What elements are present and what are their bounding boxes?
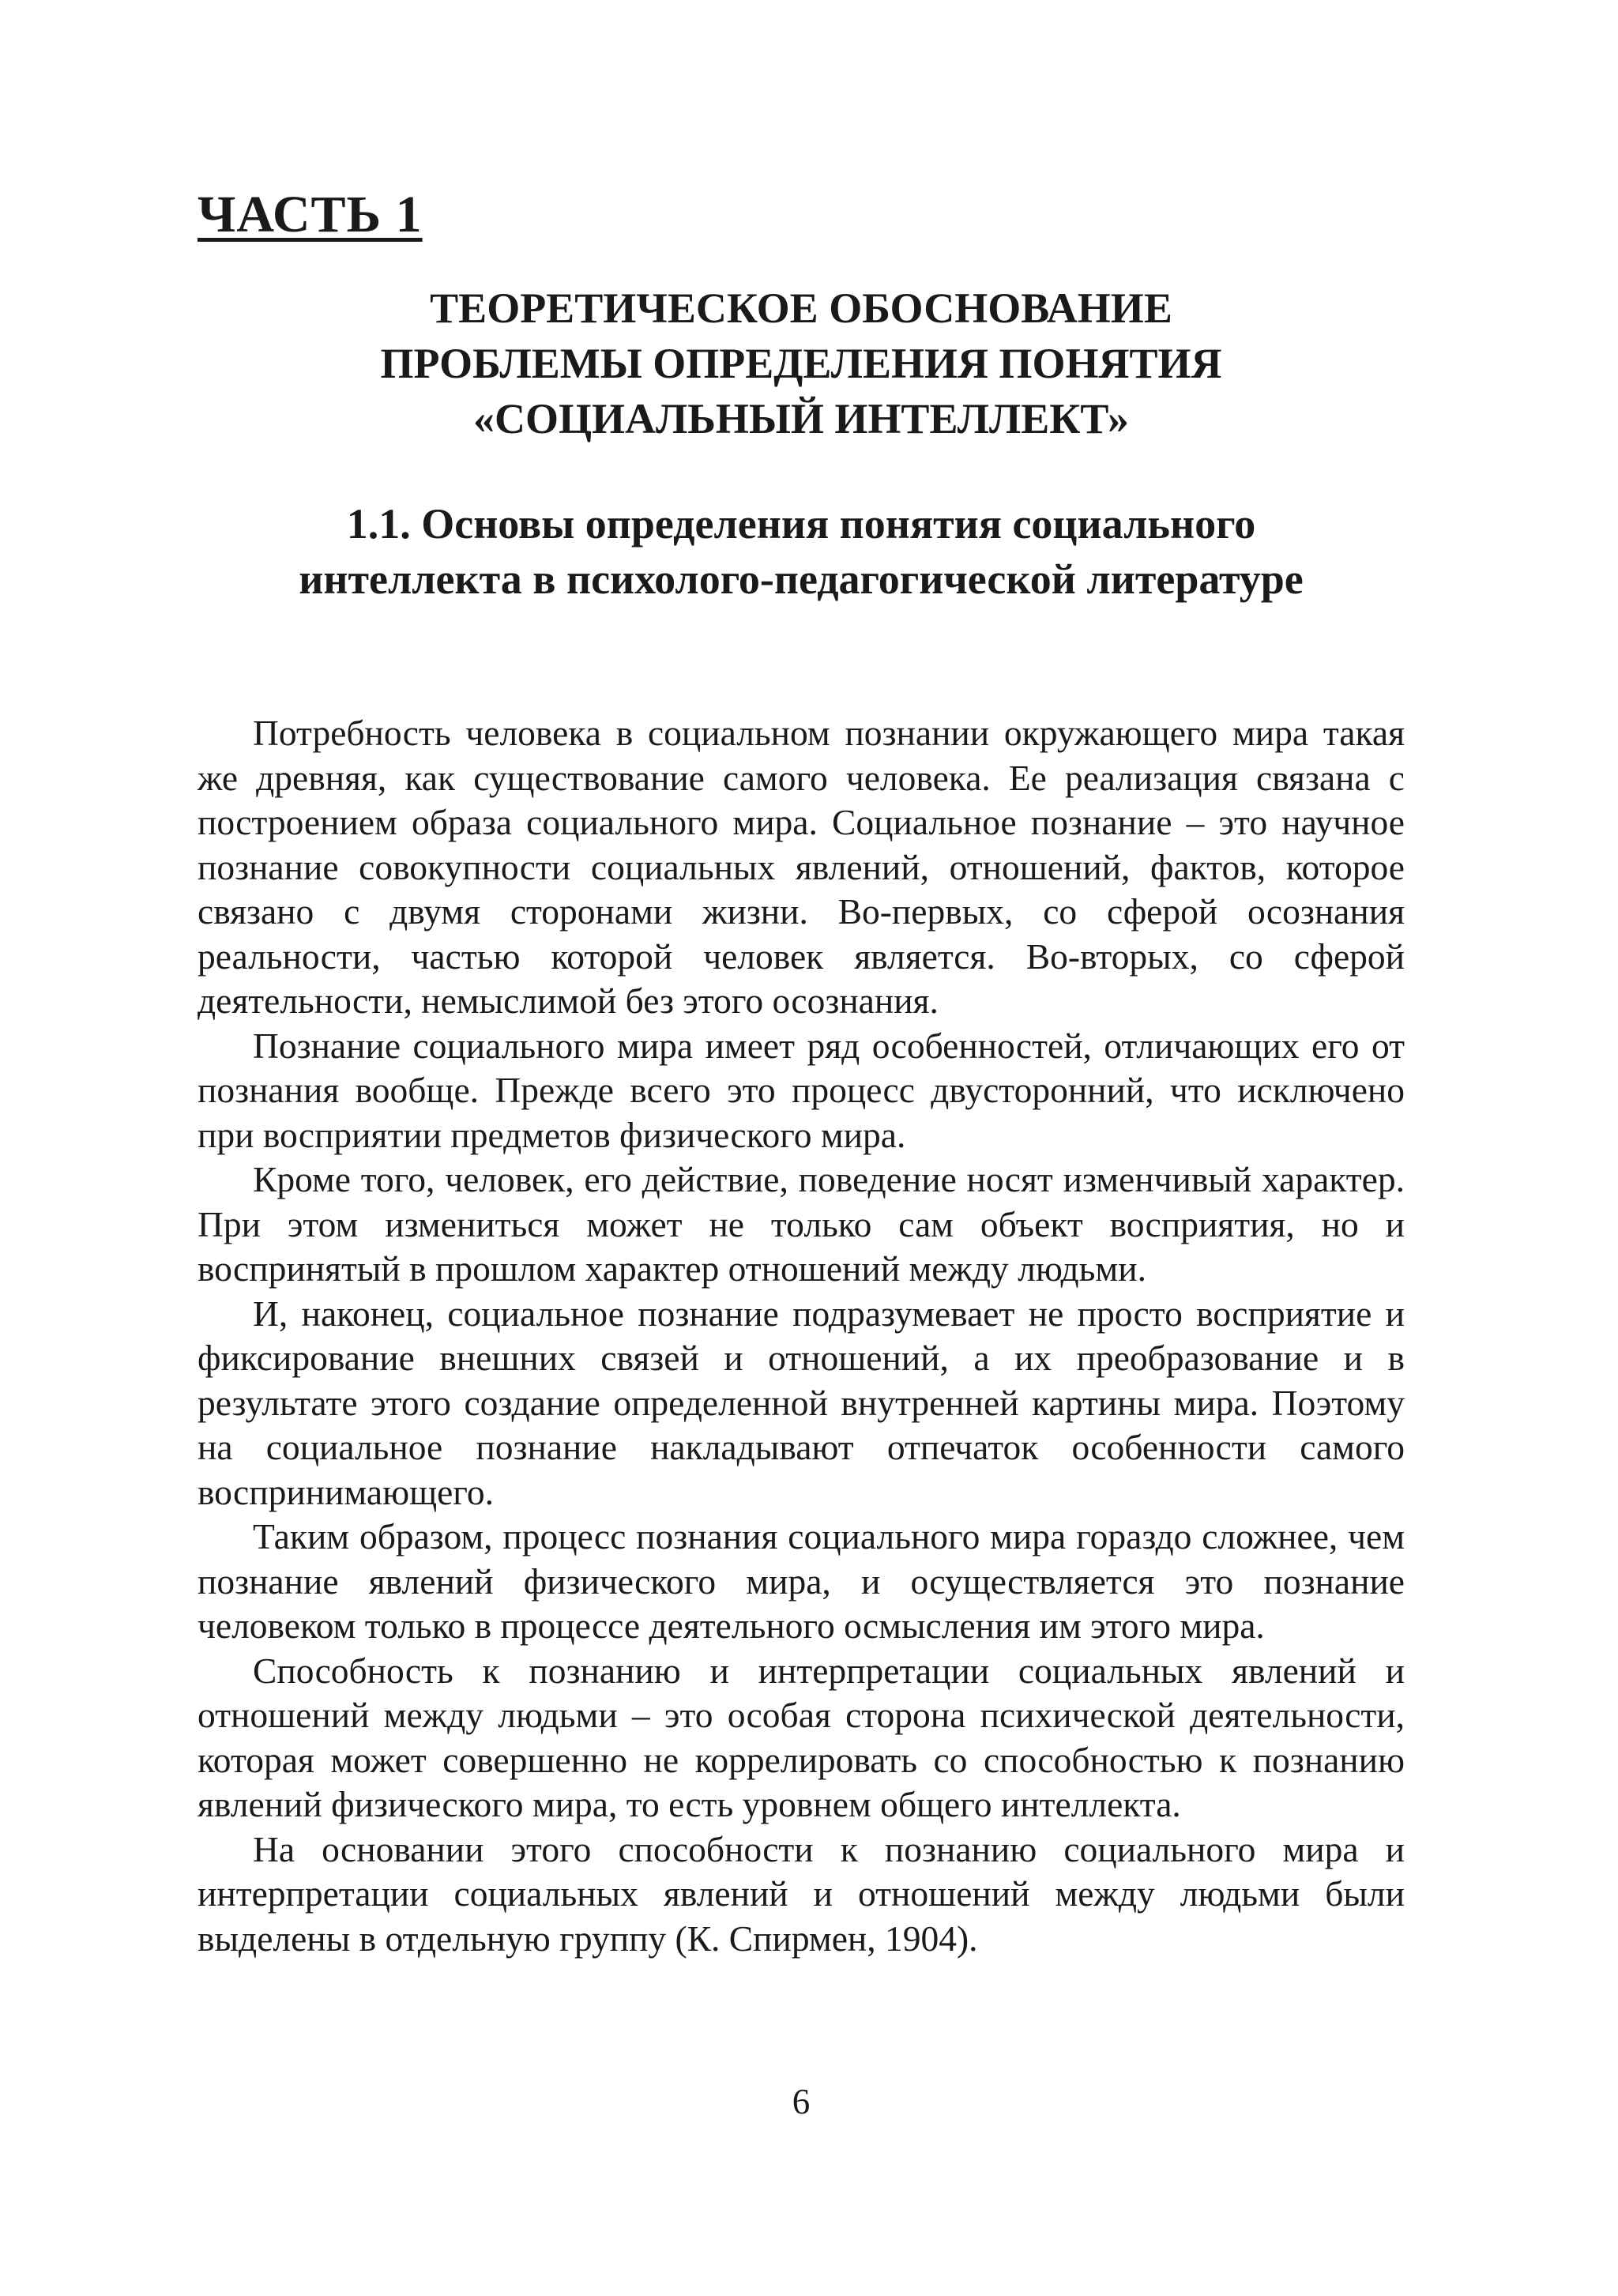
paragraph: Способность к познанию и интерпретации социальных явлений и отношений между людьми – это особая сторона психической деятельности, которая может совершенно не коррелировать со способностью к познанию явлений физического мира, то есть уровнем общего интеллекта. [198, 1650, 1405, 1824]
paragraph: Потребность человека в социальном познании окружающего мира такая же древняя, как существование самого человека. Ее реализация связана с построением образа социального мира. Социальное познание – это научное познание совокупности социальных явлений, отношений, фактов, которое связано с двумя сторонами жизни. Во-первых, со сферой осознания реальности, частью которой человек является. Во-вторых, со сферой деятельности, немыслимой без этого осознания. [198, 713, 1405, 1021]
chapter-title-line: «СОЦИАЛЬНЫЙ ИНТЕЛЛЕКТ» [472, 395, 1130, 442]
paragraph: Кроме того, человек, его действие, поведение носят изменчивый характер. При этом измениться может не только сам объект восприятия, но и воспринятый в прошлом характер отношений между людьми. [198, 1159, 1405, 1289]
paragraph: На основании этого способности к познанию социального мира и интерпретации социальных явлений и отношений между людьми были выделены в отдельную группу (К. Спирмен, 1904). [198, 1828, 1405, 1959]
section-title-line: интеллекта в психолого-педагогической литературе [299, 555, 1304, 603]
chapter-title-line: ПРОБЛЕМЫ ОПРЕДЕЛЕНИЯ ПОНЯТИЯ [380, 340, 1222, 387]
body-text [198, 711, 1405, 1961]
paragraph: Таким образом, процесс познания социального мира гораздо сложнее, чем познание явлений физического мира, и осуществляется это познание человеком только в процессе деятельного осмысления им этого мира. [198, 1516, 1405, 1646]
part-title: ЧАСТЬ 1 [198, 186, 423, 243]
page-number: 6 [792, 2082, 811, 2121]
paragraph: И, наконец, социальное познание подразумевает не просто восприятие и фиксирование внешних связей и отношений, а их преобразование и в результате этого создание определенной внутренней картины мира. Поэтому на социальное познание накладывают отпечаток особенности самого воспринимающего. [198, 1293, 1405, 1512]
section-title-line: 1.1. Основы определения понятия социального [346, 500, 1256, 548]
chapter-title [198, 280, 1405, 446]
document-page [198, 0, 1405, 2296]
chapter-title-line: ТЕОРЕТИЧЕСКОЕ ОБОСНОВАНИЕ [430, 284, 1172, 332]
section-title [198, 496, 1405, 607]
paragraph: Познание социального мира имеет ряд особенностей, отличающих его от познания вообще. Прежде всего это процесс двусторонний, что исключено при восприятии предметов физического мира. [198, 1025, 1405, 1155]
